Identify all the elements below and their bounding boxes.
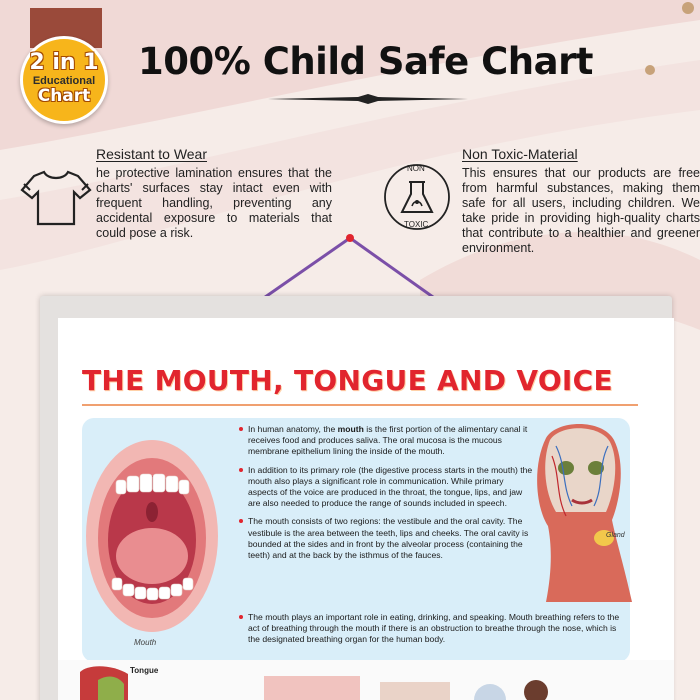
feature-title-non-toxic: Non Toxic-Material bbox=[462, 146, 578, 162]
mouth-label: Mouth bbox=[134, 638, 157, 647]
badge-line-2: Educational bbox=[32, 75, 96, 87]
feature-title-resistant: Resistant to Wear bbox=[96, 146, 208, 162]
chart-title: THE MOUTH, TONGUE AND VOICE bbox=[82, 364, 613, 397]
page-headline: 100% Child Safe Chart bbox=[138, 40, 593, 83]
mouth-illustration bbox=[82, 436, 222, 646]
head-anatomy-illustration bbox=[516, 416, 634, 602]
non-toxic-icon-bottom-text: TOXIC bbox=[404, 220, 429, 229]
bullet-item: In addition to its primary role (the digestive process starts in the mouth) the mouth also plays a significant role in communication. While primary aspects of the voice are produced in the throat, the tongue, lips, and jaw are also needed to produce the range of sounds included in speech. bbox=[238, 465, 534, 510]
bullet-item: In human anatomy, the mouth is the first portion of the alimentary canal it receives food and produces saliva. The oral mucosa is the mucous membrane epithelium lining the inside of the mouth. bbox=[238, 424, 534, 458]
bullet-item-wide: The mouth plays an important role in eating, drinking, and speaking. Mouth breathing refers to the act of breathing through the mouth if there is an obstruction to breathe through the nose, which is the designated breathing organ for the human body. bbox=[238, 612, 630, 646]
badge-line-1: 2 in 1 bbox=[29, 50, 99, 75]
feature-text-non-toxic: This ensures that our products are free from harmful substances, making them safe for all users, including children. We take pride in providing high-quality charts that contribute to a healthier and greener environment. bbox=[462, 166, 700, 255]
non-toxic-icon-top-text: NON bbox=[407, 164, 425, 173]
gland-label: Gland bbox=[606, 532, 625, 539]
badge-line-3: Chart bbox=[37, 86, 91, 106]
bullet-list bbox=[238, 424, 534, 568]
tongue-label: Tongue bbox=[130, 666, 159, 675]
chart-title-rule bbox=[82, 404, 638, 406]
feature-text-resistant: he protective lamination ensures that the charts' surfaces stay intact even with frequent handling, preventing any accidental exposure to materials that could pose a risk. bbox=[96, 166, 332, 240]
bullet-item: The mouth consists of two regions: the vestibule and the oral cavity. The vestibule is the area between the teeth, lips and cheeks. The oral cavity is bounded at the sides and in front by the alveolar process (containing the teeth) and at the back by the isthmus of the fauces. bbox=[238, 516, 534, 561]
